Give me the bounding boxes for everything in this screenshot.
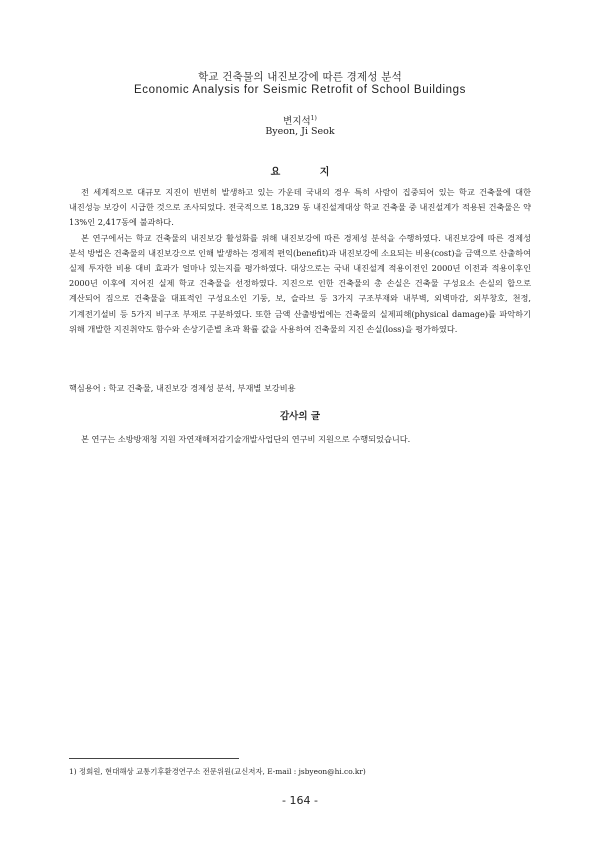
- abstract-heading: 요 지: [270, 167, 348, 178]
- abstract-paragraph: 본 연구에서는 학교 건축물의 내진보강 활성화를 위해 내진보강에 따른 경제성 분석을 수행하였다. 내진보강에 따른 경제성 분석 방법은 건축물의 내진보강으로 인해 발생하는 경제적 편익(benefit)과 내진보강에 소요되는 비용(cost)을 금액으로 산출하여 실제 투자한 비용 대비 효과가 얼마나 있는지를 평가하였다. 대상으로는 국내 내진설계 적용이전인 2000년 이전과 적용이후인 2000년 이후에 지어진 실제 학교 건축물을 선정하였다. 지진으로 인한 건축물의 총 손실은 건축물 구성요소 손실의 합으로 계산되어 짐으로 건축물을 대표적인 구성요소인 기둥, 보, 슬라브 등 3가지 구조부재와 내부벽, 외벽마감, 외부창호, 천정, 기계전기설비 등 5가지 비구조 부재로 구분하였다. 또한 금액 산출방법에는 건축물의 실제피해(physical damage)를 파악하기 위해 개발한 지진취약도 함수와 손상기준별 초과 확률 값을 사용하여 건축물의 지진 손실(loss)을 평가하였다.: [69, 232, 531, 334]
- author-english: Byeon, Ji Seok: [265, 126, 335, 137]
- author-korean-name: 변지석: [283, 116, 311, 127]
- page-number: - 164 -: [282, 794, 318, 807]
- keywords: 핵심용어 : 학교 건축물, 내진보강 경제성 분석, 부재별 보강비용: [69, 383, 296, 393]
- footnote: 1) 정회원, 현대해상 교통기후환경연구소 전문위원(교신저자, E-mail : jsbyeon@hi.co.kr): [69, 767, 366, 776]
- abstract-body: [69, 185, 531, 337]
- author-korean: [0, 113, 600, 127]
- footnote-divider: [69, 758, 239, 759]
- author-footnote-mark: 1): [310, 115, 317, 122]
- title-korean: 학교 건축물의 내진보강에 따른 경제성 분석: [198, 71, 402, 83]
- acknowledgement-text: 본 연구는 소방방재청 지원 자연재해저감기술개발사업단의 연구비 지원으로 수행되었습니다.: [81, 434, 411, 444]
- abstract-paragraph: 전 세계적으로 대규모 지진이 빈번히 발생하고 있는 가운데 국내의 경우 특히 사람이 집중되어 있는 학교 건축물에 대한 내진성능 보강이 시급한 것으로 조사되었다. 전국적으로 18,329 동 내진설계대상 학교 건축물 중 내진설계가 적용된 건축물은 약 13%인 2,417동에 불과하다.: [69, 187, 531, 228]
- acknowledgement-heading: 감사의 글: [279, 411, 320, 422]
- title-english: Economic Analysis for Seismic Retrofit of School Buildings: [133, 84, 466, 96]
